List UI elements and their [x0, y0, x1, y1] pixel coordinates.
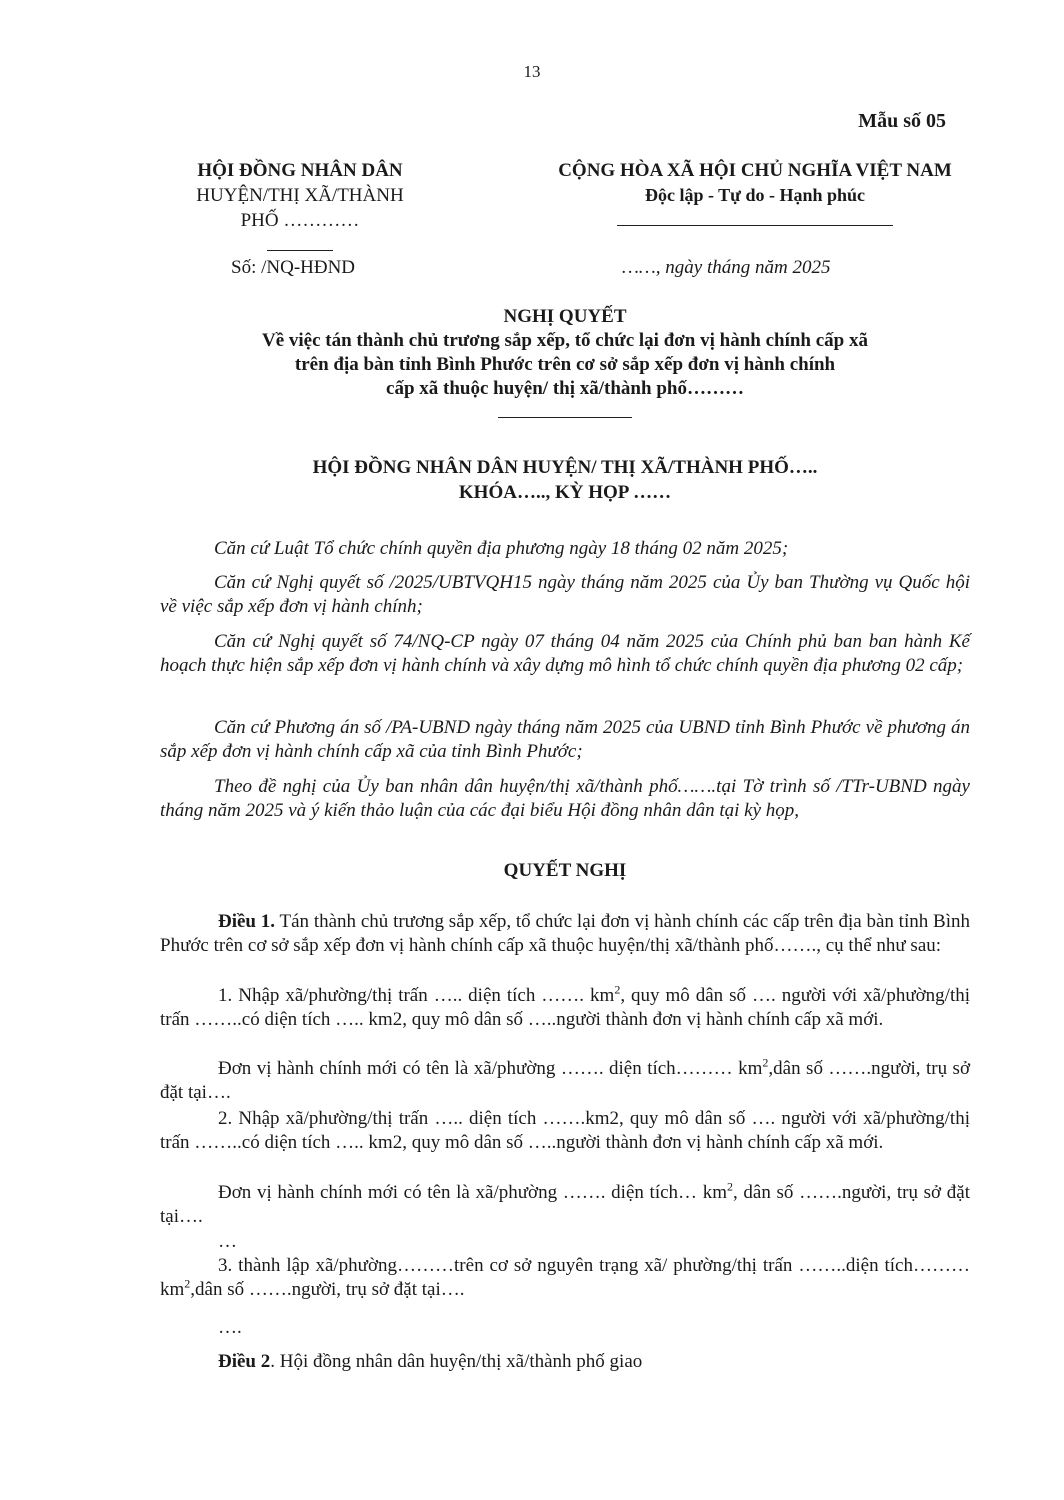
- preamble-3: Căn cứ Nghị quyết số 74/NQ-CP ngày 07 tháng 04 năm 2025 của Chính phủ ban ban hành Kế hoạch thực hiện sắp xếp đơn vị hành chính và xây dựng mô hình tổ chức chính quyền địa phương 02 cấp;: [160, 631, 970, 676]
- council-line-1: HỘI ĐỒNG NHÂN DÂN HUYỆN/ THỊ XÃ/THÀNH PHỐ…..: [312, 457, 818, 478]
- superscript-2: 2: [762, 1055, 769, 1070]
- preamble-5: Theo đề nghị của Ủy ban nhân dân huyện/thị xã/thành phố…….tại Tờ trình số /TTr-UBND ngày tháng năm 2025 và ý kiến thảo luận của các đại biểu Hội đồng nhân dân tại kỳ họp,: [160, 776, 970, 821]
- article-1-new-unit-1: [160, 1057, 970, 1105]
- new-unit-2-part-a: Đơn vị hành chính mới có tên là xã/phường ……. diện tích… km: [218, 1182, 727, 1203]
- preamble-4: Căn cứ Phương án số /PA-UBND ngày tháng năm 2025 của UBND tỉnh Bình Phước về phương án sắp xếp đơn vị hành chính cấp xã của tỉnh Bình Phước;: [160, 717, 970, 762]
- national-motto: Độc lập - Tự do - Hạnh phúc: [644, 185, 866, 205]
- item-1-part-a: 1. Nhập xã/phường/thị trấn ….. diện tích ……. km: [218, 985, 615, 1006]
- form-label: Mẫu số 05: [858, 110, 946, 132]
- new-unit-1-part-a: Đơn vị hành chính mới có tên là xã/phường ……. diện tích……… km: [218, 1058, 763, 1079]
- motto-underline: [617, 225, 893, 226]
- article-1-item-3: [160, 1254, 970, 1302]
- article-1-text: Tán thành chủ trương sắp xếp, tổ chức lại đơn vị hành chính các cấp trên địa bàn tỉnh Bình Phước trên cơ sở sắp xếp đơn vị hành chính cấp xã thuộc huyện/thị xã/thành phố……., cụ thể như sau:: [160, 911, 970, 956]
- new-unit-1-part-b: ,dân số …….người, trụ sở đặt tại….: [160, 1058, 970, 1103]
- authority-line-1: HỘI ĐỒNG NHÂN DÂN: [197, 160, 403, 181]
- national-title: CỘNG HÒA XÃ HỘI CHỦ NGHĨA VIỆT NAM: [558, 160, 952, 181]
- superscript-2: 2: [727, 1179, 733, 1194]
- authority-underline: [267, 250, 333, 251]
- superscript-2: 2: [614, 982, 621, 997]
- article-1-new-unit-2: [160, 1181, 970, 1229]
- title-line-1: NGHỊ QUYẾT: [503, 306, 627, 327]
- authority-line-3: PHỐ …………: [240, 210, 360, 231]
- authority-line-2: HUYỆN/THỊ XÃ/THÀNH: [196, 185, 404, 206]
- document-number: Số: /NQ-HĐND: [231, 257, 356, 278]
- item-3-part-b: ,dân số …….người, trụ sở đặt tại….: [190, 1279, 465, 1300]
- article-2-label: Điều 2: [218, 1351, 271, 1372]
- article-1-label: Điều 1.: [218, 911, 276, 932]
- title-underline: [498, 417, 632, 418]
- council-heading: [160, 455, 970, 505]
- article-1: [160, 910, 970, 958]
- document-date: ……, ngày tháng năm 2025: [622, 257, 831, 278]
- national-header: [510, 158, 1000, 233]
- page-number: 13: [523, 62, 541, 81]
- title-line-3: trên địa bàn tỉnh Bình Phước trên cơ sở sắp xếp đơn vị hành chính: [294, 354, 836, 375]
- item-3-part-a: 3. thành lập xã/phường………trên cơ sở nguyên trạng xã/ phường/thị trấn ……..diện tích……… km: [160, 1255, 970, 1300]
- article-1-item-2: 2. Nhập xã/phường/thị trấn ….. diện tích …….km2, quy mô dân số …. người với xã/phường/thị trấn ……..có diện tích ….. km2, quy mô dân số …..người thành đơn vị hành chính cấp xã mới.: [160, 1108, 970, 1153]
- document-title: [160, 305, 970, 425]
- ellipsis-1: …: [218, 1231, 237, 1252]
- title-line-4: cấp xã thuộc huyện/ thị xã/thành phố………: [386, 378, 744, 399]
- article-1-item-1: [160, 984, 970, 1032]
- article-2-text: . Hội đồng nhân dân huyện/thị xã/thành phố giao: [270, 1351, 643, 1372]
- council-line-2: KHÓA….., KỲ HỌP ……: [458, 482, 672, 503]
- resolve-heading: QUYẾT NGHỊ: [503, 860, 627, 881]
- preamble-1: Căn cứ Luật Tổ chức chính quyền địa phương ngày 18 tháng 02 năm 2025;: [214, 538, 789, 559]
- new-unit-2-part-b: , dân số …….người, trụ sở đặt tại….: [160, 1182, 970, 1227]
- preamble-2: Căn cứ Nghị quyết số /2025/UBTVQH15 ngày tháng năm 2025 của Ủy ban Thường vụ Quốc hội về việc sắp xếp đơn vị hành chính;: [160, 572, 970, 617]
- article-2: [160, 1350, 970, 1374]
- item-1-part-b: , quy mô dân số …. người với xã/phường/thị trấn ……..có diện tích ….. km2, quy mô dân số …..người thành đơn vị hành chính cấp xã mới.: [160, 985, 970, 1030]
- superscript-2: 2: [184, 1276, 191, 1291]
- ellipsis-2: ….: [218, 1317, 242, 1338]
- title-line-2: Về việc tán thành chủ trương sắp xếp, tổ chức lại đơn vị hành chính cấp xã: [261, 330, 868, 351]
- issuing-authority: [150, 158, 450, 258]
